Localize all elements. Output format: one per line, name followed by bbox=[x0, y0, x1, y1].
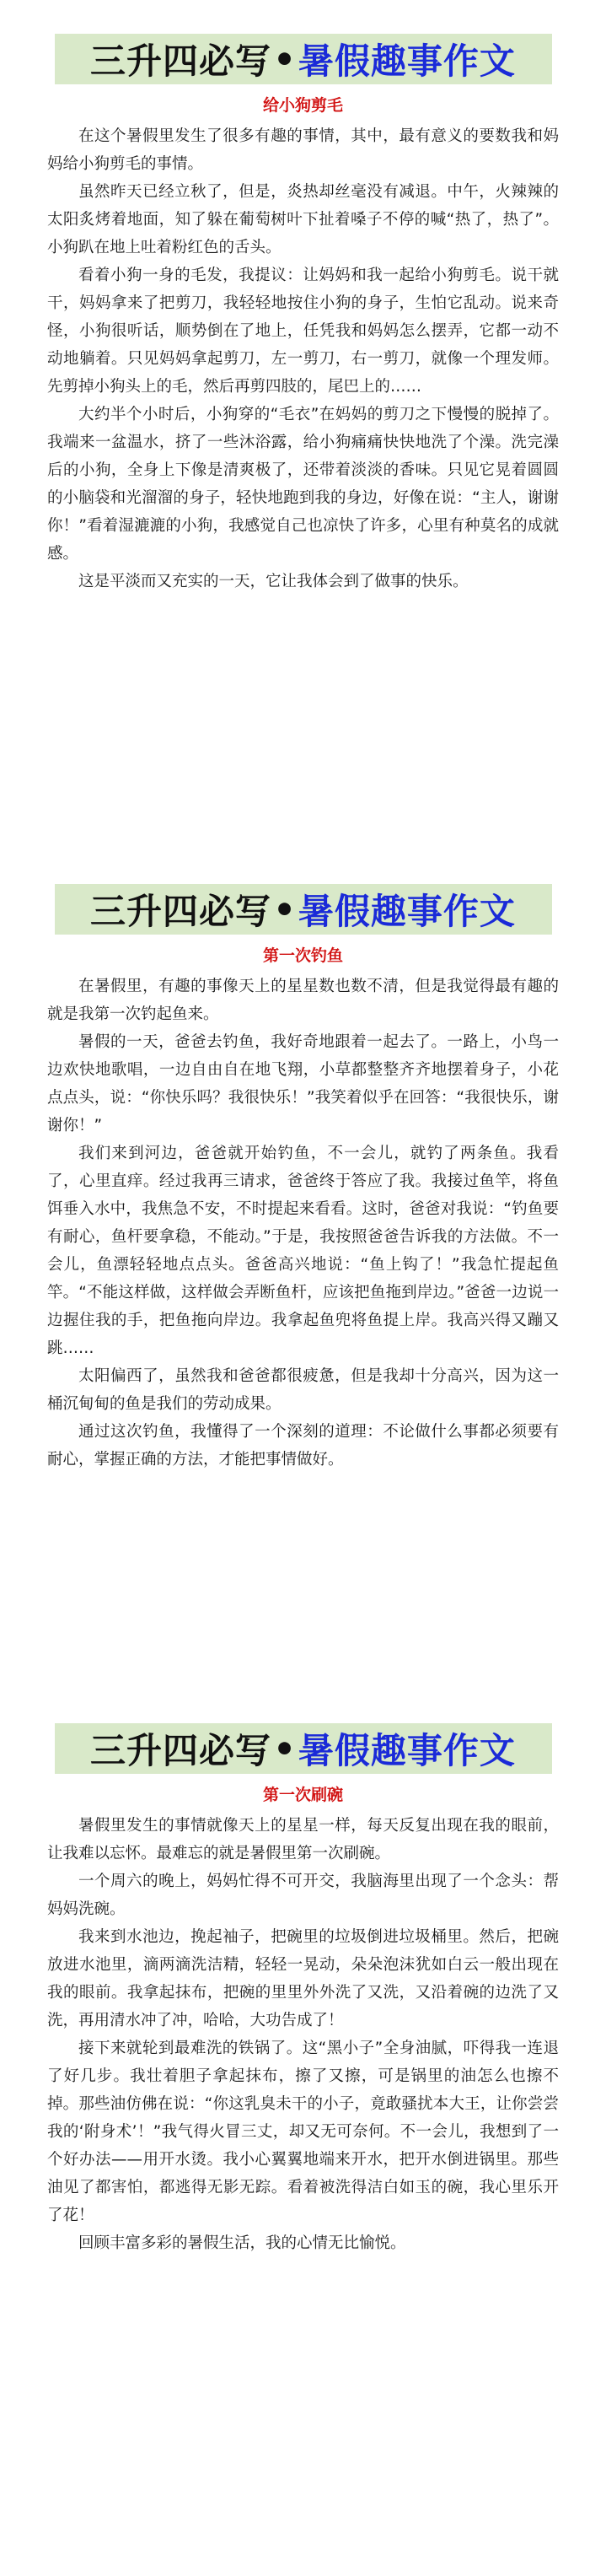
essay-banner bbox=[55, 884, 552, 935]
paragraph: 在这个暑假里发生了很多有趣的事情，其中，最有意义的要数我和妈妈给小狗剪毛的事情。 bbox=[47, 127, 559, 173]
banner-text-grade: 三升四必写 bbox=[90, 891, 272, 932]
paragraph: 太阳偏西了，虽然我和爸爸都很疲惫，但是我却十分高兴，因为这一桶沉甸甸的鱼是我们的劳动成果。 bbox=[47, 1367, 559, 1413]
paragraph: 在暑假里，有趣的事像天上的星星数也数不清，但是我觉得最有趣的就是我第一次钓起鱼来。 bbox=[47, 978, 559, 1023]
banner-dot: • bbox=[273, 1727, 297, 1770]
essay-body bbox=[0, 973, 606, 1474]
paragraph: 看着小狗一身的毛发，我提议：让妈妈和我一起给小狗剪毛。说干就干，妈妈拿来了把剪刀，我轻轻地按住小狗的身子，生怕它乱动。说来奇怪，小狗很听话，顺势倒在了地上，任凭我和妈妈怎么摆弄，它都一动不动地躺着。只见妈妈拿起剪刀，左一剪刀，右一剪刀，就像一个理发师。先剪掉小狗头上的毛，然后再剪四肢的，尾巴上的…… bbox=[47, 267, 559, 396]
essay-banner bbox=[55, 34, 552, 84]
paragraph: 暑假里发生的事情就像天上的星星一样，每天反复出现在我的眼前，让我难以忘怀。最难忘的就是暑假里第一次刷碗。 bbox=[47, 1817, 559, 1862]
paragraph: 虽然昨天已经立秋了，但是，炎热却丝毫没有减退。中午，火辣辣的太阳炙烤着地面，知了躲在葡萄树叶下扯着嗓子不停的喊“热了，热了”。小狗趴在地上吐着粉红色的舌头。 bbox=[47, 183, 559, 256]
paragraph: 大约半个小时后，小狗穿的“毛衣”在妈妈的剪刀之下慢慢的脱掉了。我端来一盆温水，挤了一些沐浴露，给小狗痛痛快快地洗了个澡。洗完澡后的小狗，全身上下像是清爽极了，还带着淡淡的香味。只见它晃着圆圆的小脑袋和光溜溜的身子，轻快地跑到我的身边，好像在说：“主人，谢谢你！”看着湿漉漉的小狗，我感觉自己也凉快了许多，心里有种莫名的成就感。 bbox=[47, 406, 559, 563]
essay-section-2 bbox=[0, 884, 606, 1474]
paragraph: 我来到水池边，挽起袖子，把碗里的垃圾倒进垃圾桶里。然后，把碗放进水池里，滴两滴洗洁精，轻轻一晃动，朵朵泡沫犹如白云一般出现在我的眼前。我拿起抹布，把碗的里里外外洗了又洗，又沿着碗的边洗了又洗，再用清水冲了冲，哈哈，大功告成了！ bbox=[47, 1928, 559, 2029]
paragraph: 接下来就轮到最难洗的铁锅了。这“黑小子”全身油腻，吓得我一连退了好几步。我壮着胆子拿起抹布，擦了又擦，可是锅里的油怎么也擦不掉。那些油仿佛在说：“你这乳臭未干的小子，竟敢骚扰本大王，让你尝尝我的‘附身术’！”我气得火冒三丈，却又无可奈何。不一会儿，我想到了一个好办法——用开水烫。我小心翼翼地端来开水，把开水倒进锅里。那些油见了都害怕，都逃得无影无踪。看着被洗得洁白如玉的碗，我心里乐开了花！ bbox=[47, 2040, 559, 2224]
banner-text-grade: 三升四必写 bbox=[90, 40, 272, 82]
essay-banner bbox=[55, 1723, 552, 1774]
banner-text-topic: 暑假趣事作文 bbox=[298, 891, 516, 932]
essay-body bbox=[0, 122, 606, 595]
paragraph: 暑假的一天，爸爸去钓鱼，我好奇地跟着一起去了。一路上，小鸟一边欢快地歌唱，一边自由自在地飞翔，小草都整整齐齐地摆着身子，小花点点头，说：“你快乐吗？我很快乐！”我笑着似乎在回答：“我很快乐，谢谢你！” bbox=[47, 1033, 559, 1134]
paragraph: 我们来到河边，爸爸就开始钓鱼，不一会儿，就钓了两条鱼。我看了，心里直痒。经过我再三请求，爸爸终于答应了我。我接过鱼竿，将鱼饵垂入水中，我焦急不安，不时提起来看看。这时，爸爸对我说：“钓鱼要有耐心，鱼杆要拿稳，不能动。”于是，我按照爸爸告诉我的方法做。不一会儿，鱼漂轻轻地点点头。爸爸高兴地说：“鱼上钩了！”我急忙提起鱼竿。“不能这样做，这样做会弄断鱼杆，应该把鱼拖到岸边。”爸爸一边说一边握住我的手，把鱼拖向岸边。我拿起鱼兜将鱼提上岸。我高兴得又蹦又跳…… bbox=[47, 1145, 559, 1357]
essay-section-3 bbox=[0, 1723, 606, 2257]
paragraph: 这是平淡而又充实的一天，它让我体会到了做事的快乐。 bbox=[78, 573, 469, 590]
banner-text-topic: 暑假趣事作文 bbox=[298, 40, 516, 82]
essay-title: 第一次钓鱼 bbox=[262, 946, 343, 965]
banner-dot: • bbox=[273, 38, 297, 80]
essay-title: 第一次刷碗 bbox=[262, 1786, 343, 1804]
paragraph: 通过这次钓鱼，我懂得了一个深刻的道理：不论做什么事都必须要有耐心，掌握正确的方法，才能把事情做好。 bbox=[47, 1423, 559, 1469]
banner-text-topic: 暑假趣事作文 bbox=[298, 1730, 516, 1771]
essay-title: 给小狗剪毛 bbox=[262, 96, 343, 115]
paragraph: 回顾丰富多彩的暑假生活，我的心情无比愉悦。 bbox=[78, 2234, 406, 2252]
banner-dot: • bbox=[273, 888, 297, 930]
paragraph: 一个周六的晚上，妈妈忙得不可开交，我脑海里出现了一个念头：帮妈妈洗碗。 bbox=[47, 1873, 559, 1918]
banner-text-grade: 三升四必写 bbox=[90, 1730, 272, 1771]
essay-section-1 bbox=[0, 34, 606, 595]
essay-body bbox=[0, 1812, 606, 2257]
